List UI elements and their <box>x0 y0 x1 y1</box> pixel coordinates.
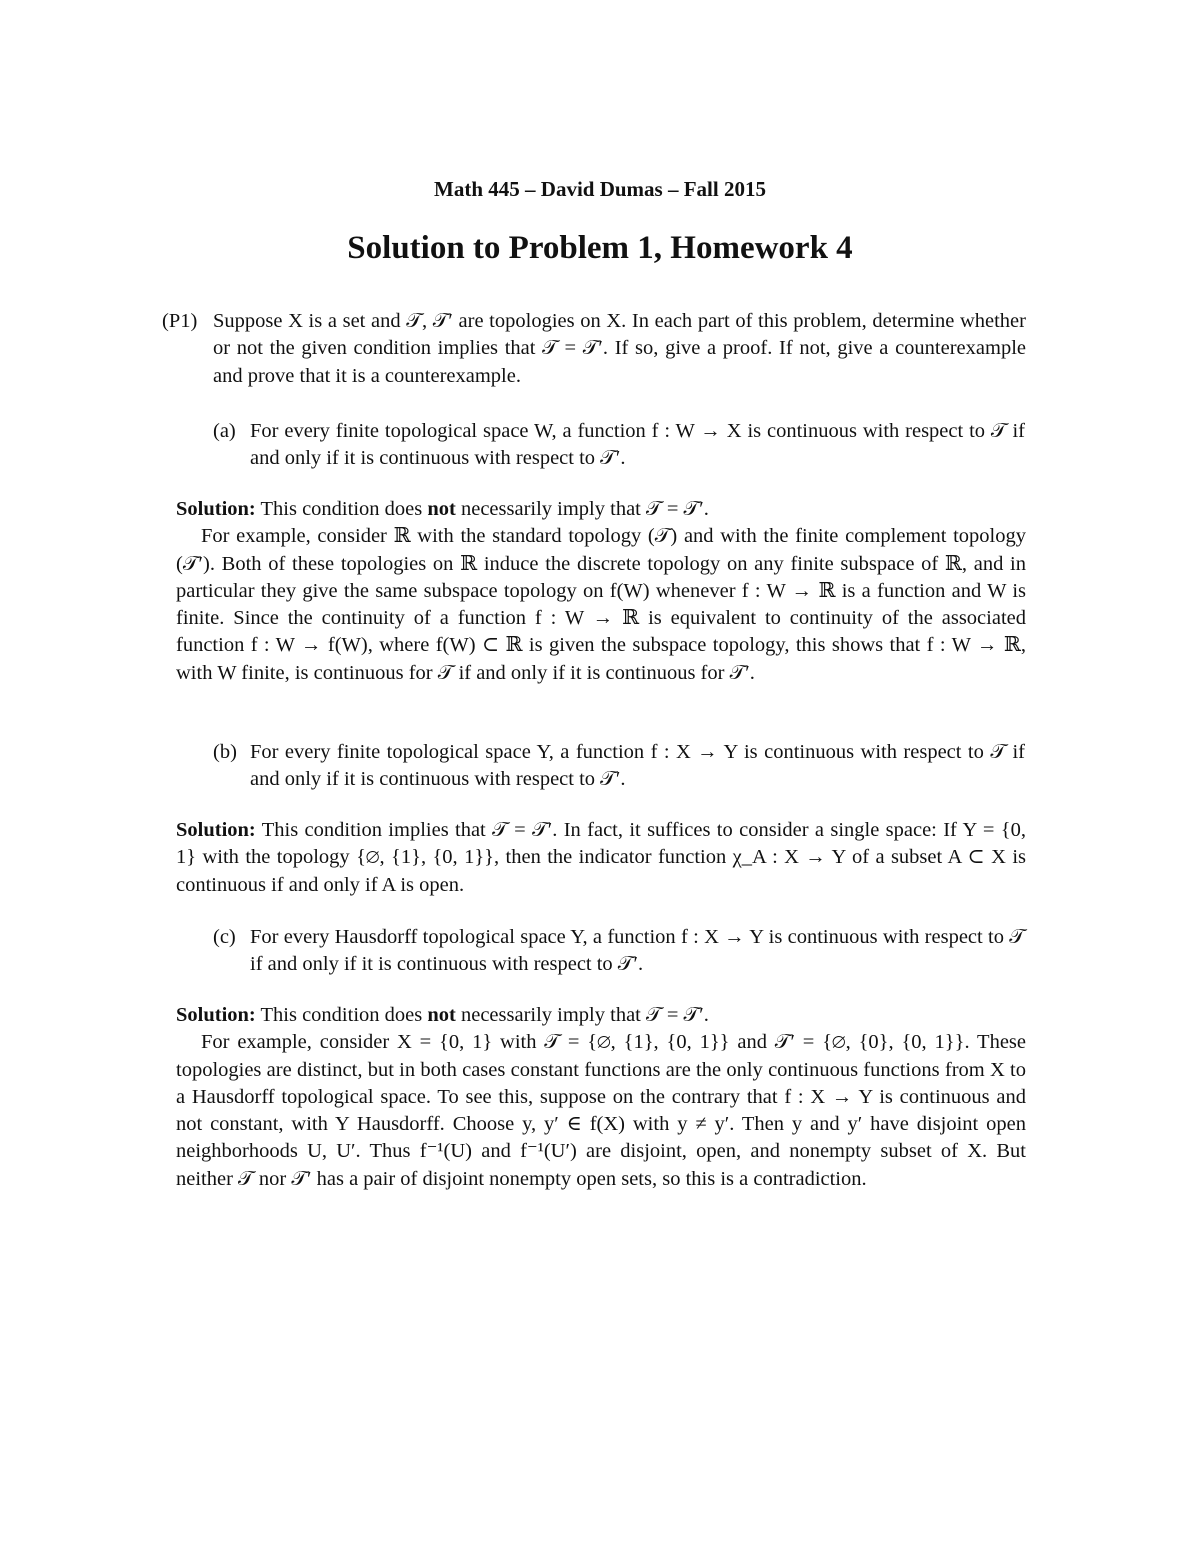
solution-b <box>176 817 1026 899</box>
page-title: Solution to Problem 1, Homework 4 <box>347 230 853 266</box>
solution-a-lead: Solution: This condition does not necessarily imply that 𝒯 = 𝒯′. <box>176 498 709 520</box>
problem-text: Suppose X is a set and 𝒯, 𝒯′ are topologies on X. In each part of this problem, determine whether or not the given condition implies that 𝒯 = 𝒯′. If so, give a proof. If not, give a counterexample and prove that it is a counterexample. <box>213 310 1026 387</box>
part-b <box>213 739 1025 794</box>
part-a <box>213 418 1025 473</box>
problem-label: (P1) <box>162 310 198 332</box>
problem-statement <box>162 308 1026 390</box>
solution-a <box>176 496 1026 687</box>
course-header: Math 445 – David Dumas – Fall 2015 <box>434 177 766 201</box>
solution-b-lead: Solution: This condition implies that 𝒯 = 𝒯′. In fact, it suffices to consider a single space: If Y = {0, 1} with the topology {∅, {1}, {0, 1}}, then the indicator function χ_A : X → Y of a subset A ⊂ X is continuous if and only if A is open. <box>176 819 1026 896</box>
solution-c-lead: Solution: This condition does not necessarily imply that 𝒯 = 𝒯′. <box>176 1004 709 1026</box>
part-c-text: For every Hausdorff topological space Y, a function f : X → Y is continuous with respect to 𝒯 if and only if it is continuous with respect to 𝒯′. <box>250 926 1025 976</box>
solution-a-body: For example, consider ℝ with the standard topology (𝒯) and with the finite complement topology (𝒯′). Both of these topologies on ℝ induce the discrete topology on any finite subspace of ℝ, and in particular they give the same subspace topology on f(W) whenever f : W → ℝ is a function and W is finite. Since the continuity of a function f : W → ℝ is equivalent to continuity of the associated function f : W → f(W), where f(W) ⊂ ℝ is given the subspace topology, this shows that f : W → ℝ, with W finite, is continuous for 𝒯 if and only if it is continuous for 𝒯′. <box>176 525 1026 684</box>
solution-b-label: Solution: <box>176 819 256 841</box>
part-c <box>213 924 1025 979</box>
part-a-label: (a) <box>213 420 236 442</box>
solution-c-body: For example, consider X = {0, 1} with 𝒯 = {∅, {1}, {0, 1}} and 𝒯′ = {∅, {0}, {0, 1}}. These topologies are distinct, but in both cases constant functions are the only continuous functions from X to a Hausdorff topological space. To see this, suppose on the contrary that f : X → Y is continuous and not constant, with Y Hausdorff. Choose y, y′ ∈ f(X) with y ≠ y′. Then y and y′ have disjoint open neighborhoods U, U′. Thus f⁻¹(U) and f⁻¹(U′) are disjoint, open, and nonempty subset of X. But neither 𝒯 nor 𝒯′ has a pair of disjoint nonempty open sets, so this is a contradiction. <box>176 1031 1026 1190</box>
solution-c-label: Solution: <box>176 1004 256 1026</box>
part-b-label: (b) <box>213 741 237 763</box>
solution-c <box>176 1002 1026 1193</box>
part-b-text: For every finite topological space Y, a function f : X → Y is continuous with respect to 𝒯 if and only if it is continuous with respect to 𝒯′. <box>250 741 1025 791</box>
part-a-text: For every finite topological space W, a function f : W → X is continuous with respect to 𝒯 if and only if it is continuous with respect to 𝒯′. <box>250 420 1025 470</box>
solution-a-label: Solution: <box>176 498 256 520</box>
part-c-label: (c) <box>213 926 236 948</box>
